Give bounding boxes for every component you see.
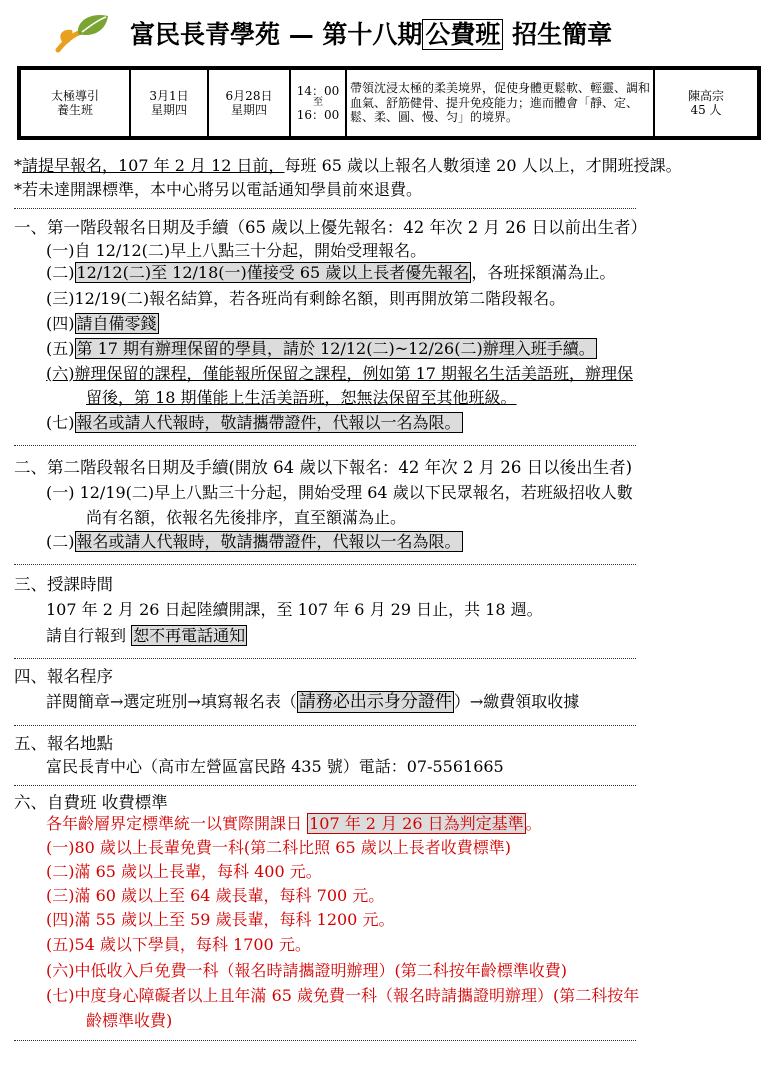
start-date: 3月1日: [149, 89, 189, 103]
note-1: [14, 156, 682, 176]
fee-item-2: (二)滿 65 歲以上長輩，每科 400 元。: [46, 862, 322, 881]
s3-line2-prefix: 請自行報到: [46, 626, 132, 645]
start-date-cell: [130, 69, 208, 137]
divider: [14, 564, 636, 565]
s4-suffix: ）→繳費領取收據: [453, 692, 580, 711]
section3-line1: 107 年 2 月 26 日起陸續開課，至 107 年 6 月 29 日止，共 18 週。: [46, 600, 543, 619]
section1-item4: [46, 314, 159, 334]
item2-highlight: 12/12(二)至 12/18(一)僅接受 65 歲以上長者優先報名: [76, 263, 470, 282]
course-name-cell: [20, 69, 130, 137]
time-start: 14：00: [296, 84, 340, 98]
fee-item-3: (三)滿 60 歲以上至 64 歲長輩，每科 700 元。: [46, 886, 385, 905]
divider: [14, 658, 636, 659]
section2-item2: [46, 532, 463, 552]
section1-item2: [46, 263, 615, 283]
s4-id-required: 請務必出示身分證件: [298, 692, 452, 712]
section5-heading: 五、報名地點: [14, 734, 113, 753]
item4-highlight: 請自備零錢: [76, 314, 157, 333]
fee-item-6: (六)中低收入戶免費一科（報名時請攜證明辦理）(第二科按年齡標準收費): [46, 961, 567, 980]
teacher-cell: [654, 69, 758, 137]
header-logo: [52, 10, 110, 56]
divider: [14, 445, 636, 446]
section4-heading: 四、報名程序: [14, 667, 113, 686]
title-pre: 富民長青學苑 — 第十八期: [130, 20, 423, 49]
item7-highlight: 報名或請人代報時，敬請攜帶證件，代報以一名為限。: [76, 413, 461, 432]
section1-heading: 一、第一階段報名日期及手續（65 歲以上優先報名：42 年次 2 月 26 日以前出生者）: [14, 218, 647, 237]
fee-item-7-line2: 齡標準收費): [86, 1011, 173, 1030]
item2-suffix: ，各班採額滿為止。: [471, 263, 616, 282]
note-1-deadline: 請提早報名，107 年 2 月 12 日前，: [22, 156, 285, 175]
s4-prefix: 詳閱簡章→選定班別→填寫報名表（: [46, 692, 297, 711]
fee-item-7-line1: (七)中度身心障礙者以上且年滿 65 歲免費一科（報名時請攜證明辦理）(第二科按年: [46, 986, 640, 1005]
section2-heading: 二、第二階段報名日期及手續(開放 64 歲以下報名：42 年次 2 月 26 日以後出生者): [14, 458, 633, 477]
section6-intro: [46, 814, 542, 834]
course-name-line1: 太極導引: [50, 89, 99, 103]
section1-item6-line2: 留後，第 18 期僅能上生活美語班，恕無法保留至其他班級。: [86, 388, 517, 407]
page-title: [130, 18, 612, 52]
end-date-cell: [208, 69, 290, 137]
section1-item1: (一)自 12/12(二)早上八點三十分起，開始受理報名。: [46, 241, 427, 260]
teacher-name: 陳高宗: [687, 89, 724, 103]
s2-item2-prefix: (二): [46, 532, 75, 551]
fee-item-1: (一)80 歲以上長輩免費一科(第二科比照 65 歲以上長者收費標準): [46, 838, 511, 857]
section3-heading: 三、授課時間: [14, 575, 113, 594]
divider: [14, 208, 636, 209]
end-date: 6月28日: [225, 89, 273, 103]
note-2: *若未達開課標準，本中心將另以電話通知學員前來退費。: [14, 180, 423, 199]
s2-item2-highlight: 報名或請人代報時，敬請攜帶證件，代報以一名為限。: [76, 532, 461, 551]
s3-no-phone-notice: 恕不再電話通知: [133, 626, 246, 645]
s6-intro-highlight: 107 年 2 月 26 日為判定基準: [309, 814, 524, 833]
item5-highlight: 第 17 期有辦理保留的學員，請於 12/12(二)~12/26(二)辦理入班手續。: [76, 339, 595, 358]
section4-line: [46, 692, 579, 712]
section2-item1-line2: 尚有名額，依報名先後排序，直至額滿為止。: [86, 508, 407, 527]
section3-line2: [46, 626, 247, 646]
item2-prefix: (二): [46, 263, 75, 282]
fee-item-4: (四)滿 55 歲以上至 59 歲長輩，每科 1200 元。: [46, 910, 395, 929]
course-description: 帶領沈浸太極的柔美境界，促使身體更鬆軟、輕靈、調和血氣、舒筋健骨、提升免疫能力；進而體會「靜、定、鬆、柔、圓、慢、匀」的境界。: [350, 81, 651, 125]
section1-item3: (三)12/19(二)報名結算，若各班尚有剩餘名額，則再開放第二階段報名。: [46, 289, 566, 308]
divider: [14, 1040, 636, 1041]
item4-prefix: (四): [46, 314, 75, 333]
end-weekday: 星期四: [230, 103, 267, 117]
fee-item-5: (五)54 歲以下學員，每科 1700 元。: [46, 935, 311, 954]
time-sep: 至: [313, 97, 323, 108]
section5-line: 富民長青中心（高市左營區富民路 435 號）電話：07-5561665: [46, 757, 504, 776]
section1-item7: [46, 413, 463, 433]
course-row: [20, 69, 758, 137]
divider: [14, 725, 636, 726]
item5-prefix: (五): [46, 339, 75, 358]
course-table: [17, 66, 761, 140]
item7-prefix: (七): [46, 413, 75, 432]
start-weekday: 星期四: [150, 103, 187, 117]
note-1-star: *: [14, 156, 22, 175]
s6-intro-prefix: 各年齡層界定標準統一以實際開課日: [46, 814, 308, 833]
section1-item6-line1: (六)辦理保留的課程，僅能報所保留之課程，例如第 17 期報名生活美語班，辦理保: [46, 364, 634, 383]
course-name-line2: 養生班: [56, 103, 93, 117]
s6-intro-suffix: 。: [525, 814, 542, 833]
capacity: 45 人: [690, 103, 722, 117]
title-post: 招生簡章: [503, 20, 613, 49]
time-end: 16：00: [296, 108, 340, 122]
description-cell: [346, 69, 654, 137]
leaf-logo-icon: [52, 10, 110, 56]
section2-item1-line1: (一) 12/19(二)早上八點三十分起，開始受理 64 歲以下民眾報名，若班級招收人數: [46, 483, 633, 502]
note-1-rule: 每班 65 歲以上報名人數須達 20 人以上，才開班授課。: [284, 156, 682, 175]
time-cell: [290, 69, 346, 137]
divider: [14, 785, 636, 786]
title-boxed: 公費班: [422, 19, 503, 50]
section1-item5: [46, 339, 597, 359]
section6-heading: 六、自費班 收費標準: [14, 793, 168, 812]
